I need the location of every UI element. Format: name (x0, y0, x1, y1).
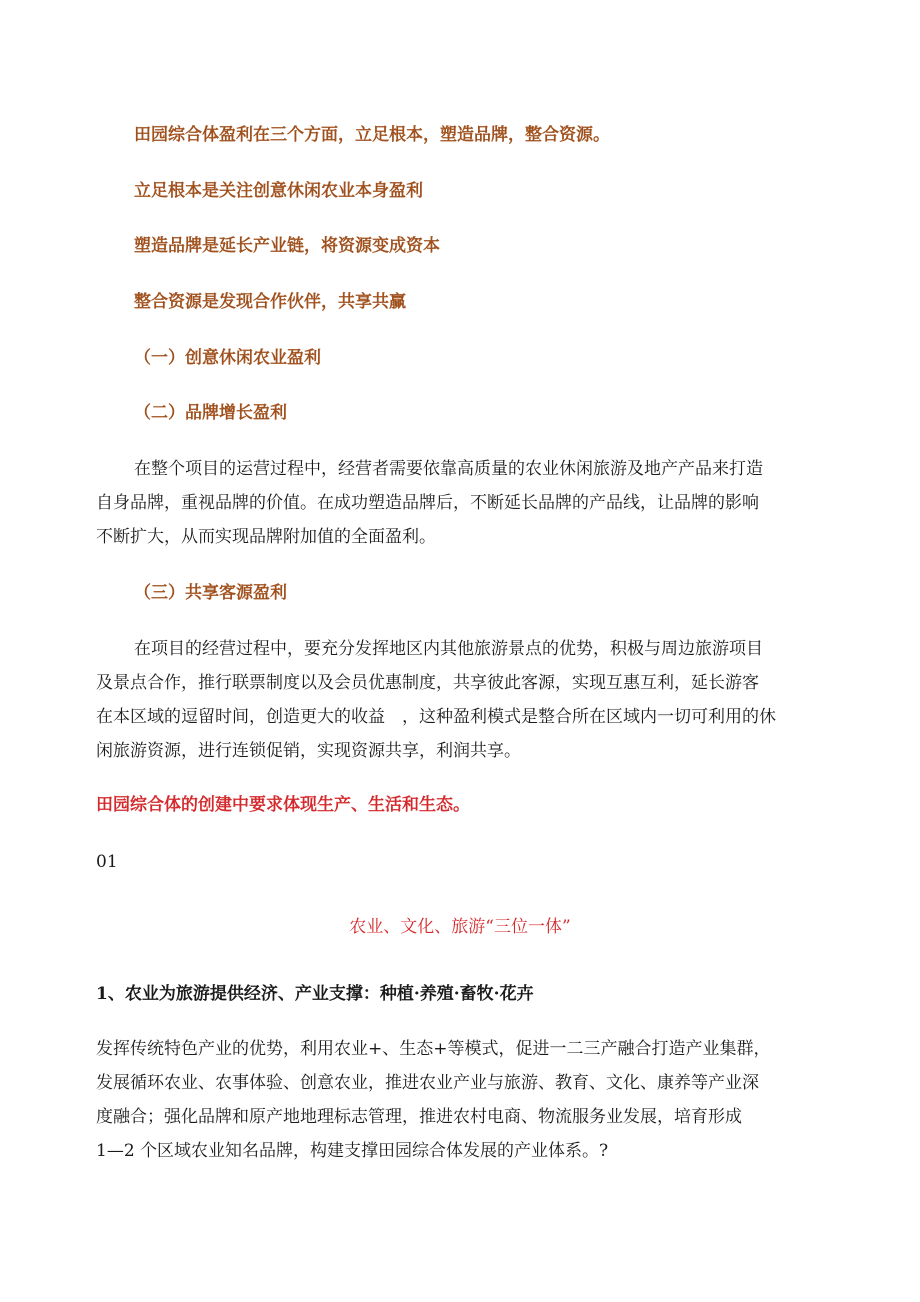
heading-line-2: 立足根本是关注创意休闲农业本身盈利 (134, 181, 423, 201)
section-2-body-line-3: 不断扩大，从而实现品牌附加值的全面盈利。 (96, 527, 436, 547)
section-3-body-line-4: 闲旅游资源，进行连锁促销，实现资源共享，利润共享。 (96, 741, 521, 761)
section-3-body-line-2: 及景点合作，推行联票制度以及会员优惠制度，共享彼此客源，实现互惠互利，延长游客 (96, 673, 759, 693)
subsection-body (96, 1032, 826, 1168)
number-label: 01 (96, 852, 118, 872)
subsection-body-line-2: 发展循环农业、农事体验、创意农业，推进农业产业与旅游、教育、文化、康养等产业深 (96, 1073, 759, 1093)
section-3-body-line-3: 在本区域的逗留时间，创造更大的收益 ，这种盈利模式是整合所在区域内一切可利用的休 (96, 707, 776, 727)
heading-line-3: 塑造品牌是延长产业链，将资源变成资本 (134, 236, 440, 256)
section-2-body-line-1: 在整个项目的运营过程中，经营者需要依靠高质量的农业休闲旅游及地产产品来打造 (134, 459, 763, 479)
section-2-body-line-2: 自身品牌，重视品牌的价值。在成功塑造品牌后，不断延长品牌的产品线，让品牌的影响 (96, 493, 759, 513)
heading-line-1: 田园综合体盈利在三个方面，立足根本，塑造品牌，整合资源。 (134, 125, 610, 145)
section-3-body-line-1: 在项目的经营过程中，要充分发挥地区内其他旅游景点的优势，积极与周边旅游项目 (134, 639, 763, 659)
center-title: 农业、文化、旅游“三位一体” (349, 917, 571, 937)
red-statement: 田园综合体的创建中要求体现生产、生活和生态。 (96, 795, 470, 815)
subsection-body-line-3: 度融合；强化品牌和原产地地理标志管理，推进农村电商、物流服务业发展，培育形成 (96, 1107, 742, 1127)
section-3-body (96, 632, 826, 768)
subsection-body-line-1: 发挥传统特色产业的优势，利用农业+、生态+等模式，促进一二三产融合打造产业集群， (96, 1039, 771, 1059)
section-title-1: （一）创意休闲农业盈利 (134, 348, 321, 368)
subsection-body-line-4: 1—2 个区域农业知名品牌，构建支撑田园综合体发展的产业体系。? (96, 1141, 609, 1161)
heading-line-4: 整合资源是发现合作伙伴，共享共赢 (134, 292, 406, 312)
section-2-body (96, 452, 826, 554)
section-title-2: （二）品牌增长盈利 (134, 403, 287, 423)
subsection-title: 1、农业为旅游提供经济、产业支撑：种植·养殖·畜牧·花卉 (96, 984, 534, 1004)
section-title-3: （三）共享客源盈利 (134, 583, 287, 603)
